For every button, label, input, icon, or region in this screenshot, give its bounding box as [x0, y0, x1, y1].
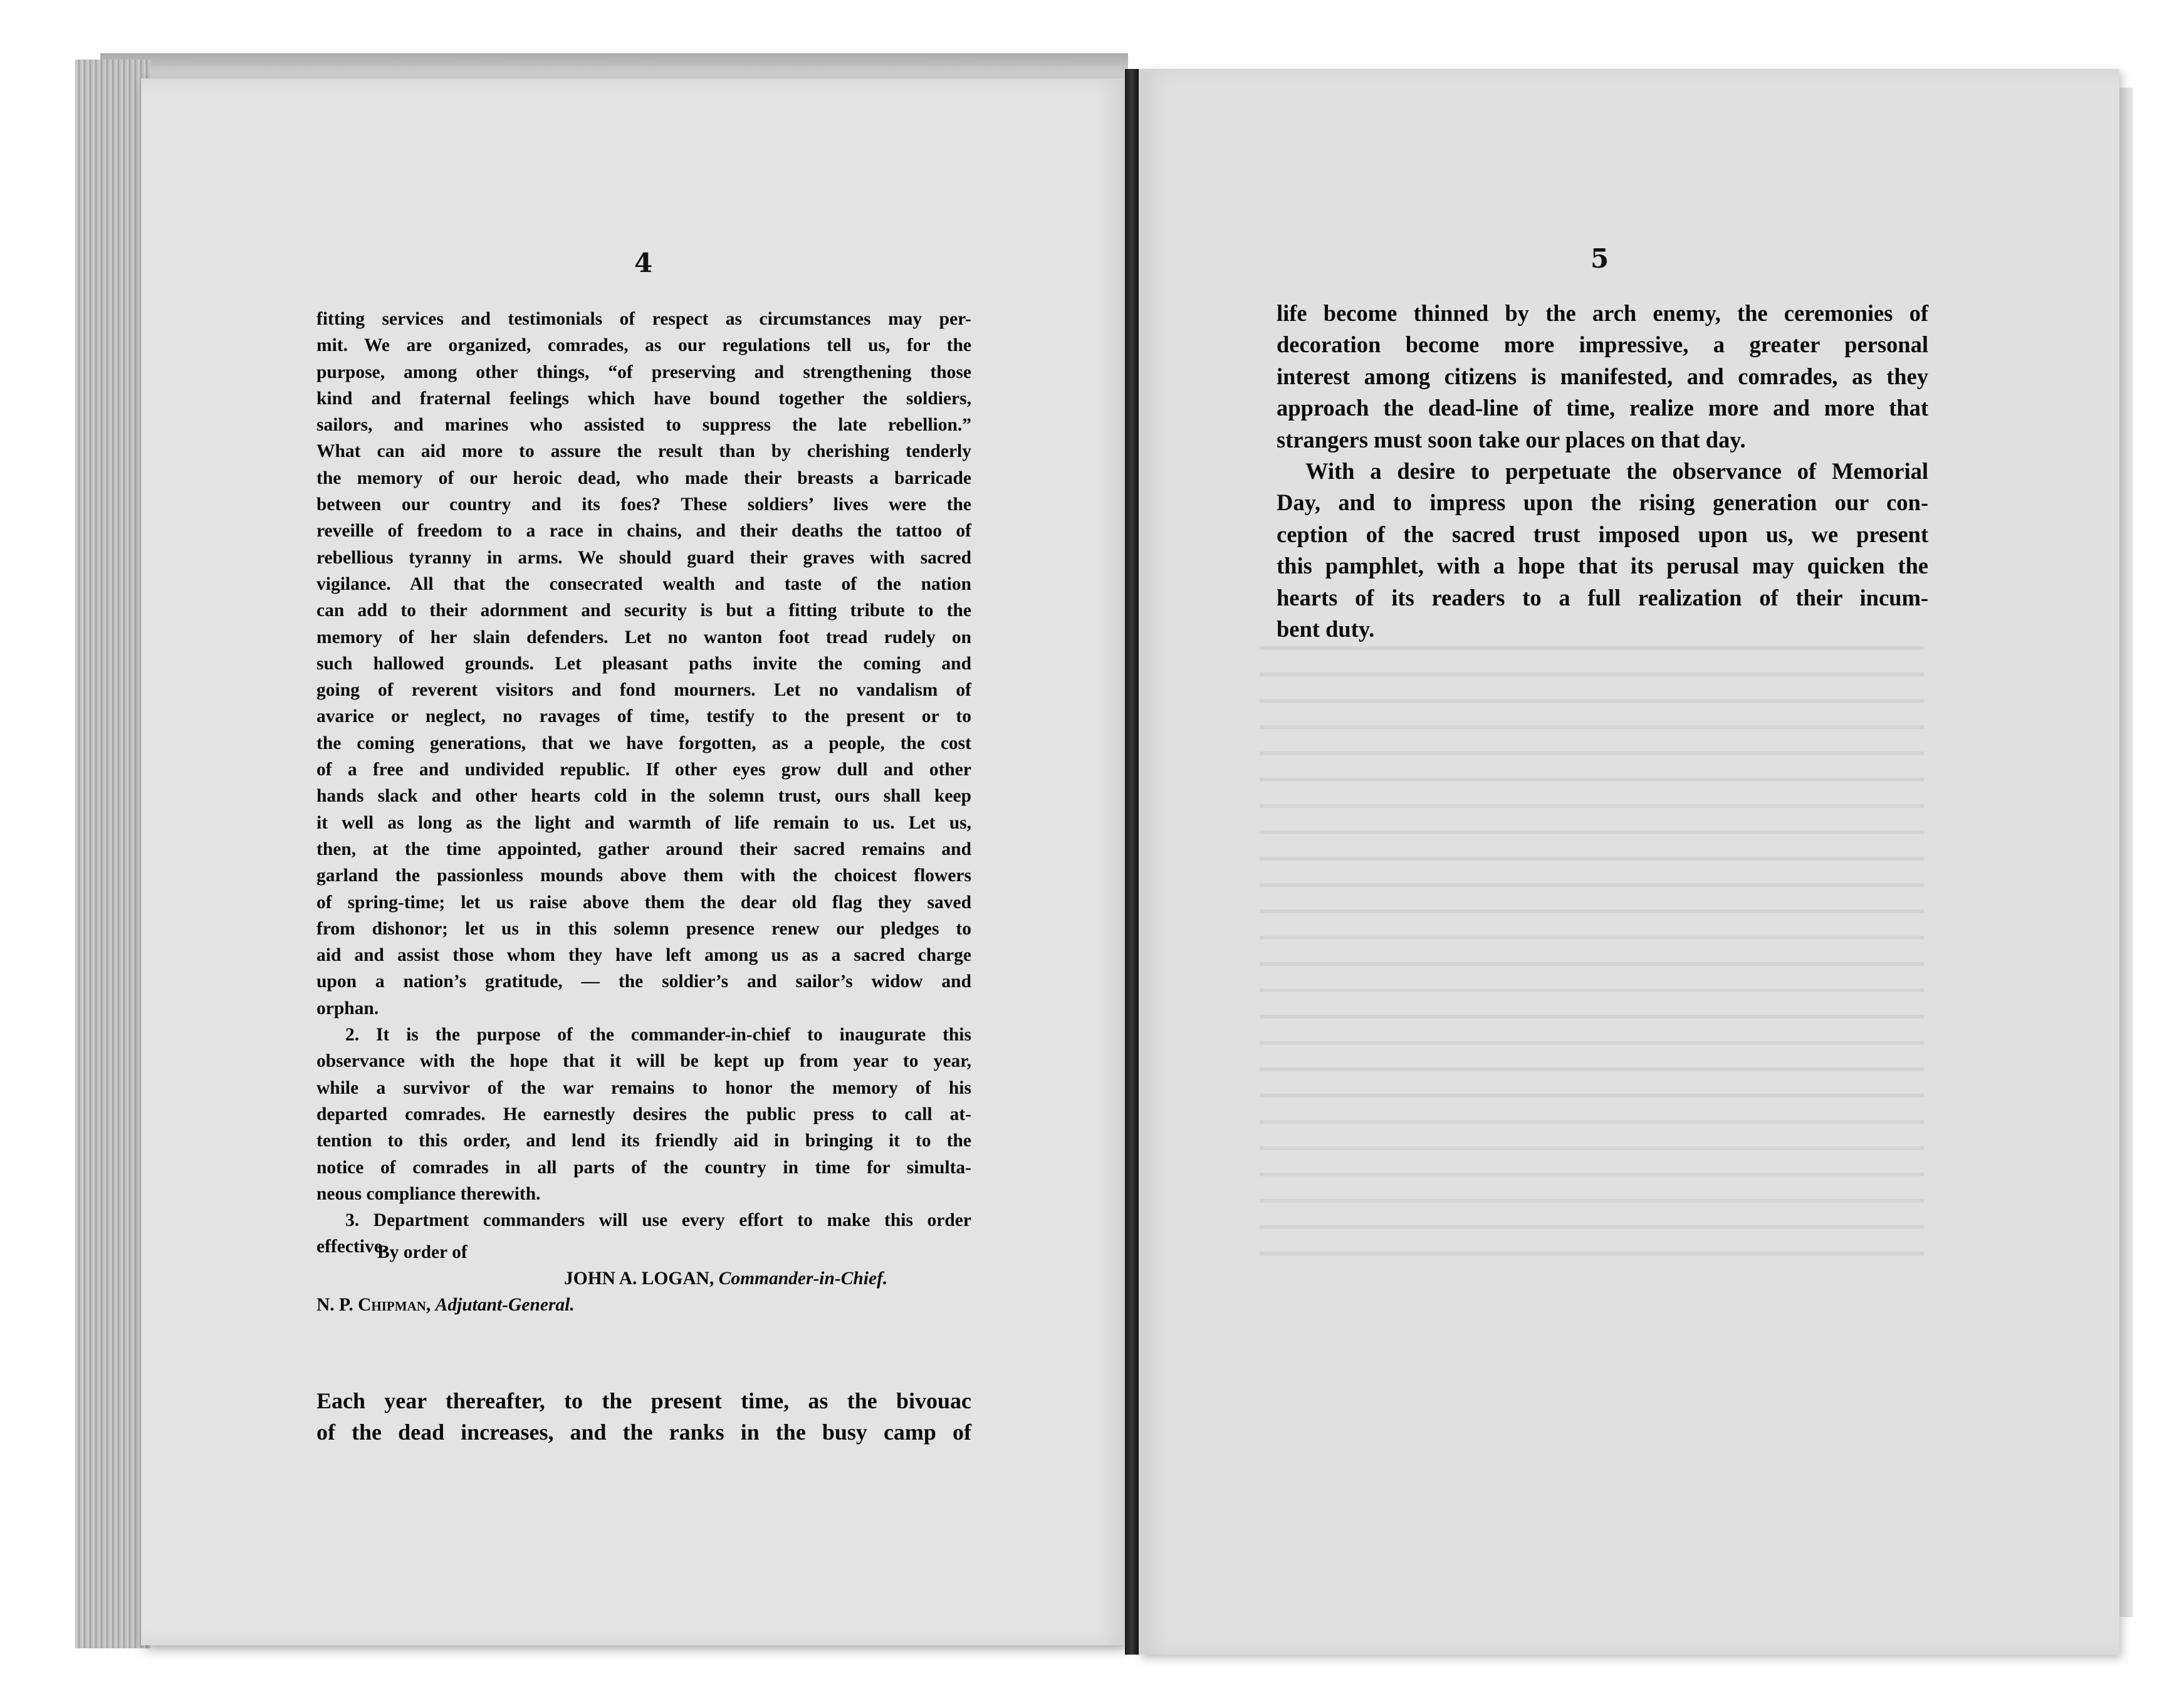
body-line: the memory of our heroic dead, who made their breasts a barricade [316, 468, 971, 488]
commander-signature [564, 1269, 887, 1289]
by-order-line: By order of [377, 1242, 468, 1262]
body-line: upon a nation’s gratitude, — the soldier’s and sailor’s widow and [316, 971, 971, 992]
body-line: rebellious tyranny in arms. We should guard their graves with sacred [316, 547, 971, 568]
body-line: decoration become more impressive, a greater personal [1277, 332, 1928, 358]
body-line: sailors, and marines who assisted to suppress the late rebellion.” [316, 415, 971, 436]
body-line: of spring-time; let us raise above them the dear old flag they saved [316, 892, 971, 913]
body-line: from dishonor; let us in this solemn presence renew our pledges to [316, 918, 971, 939]
left-page-closing [316, 1385, 971, 1448]
page-stack-top-edge [100, 53, 1128, 78]
body-line: bent duty. [1277, 616, 1375, 642]
body-line: this pamphlet, with a hope that its perusal may quicken the [1277, 553, 1928, 579]
body-line: then, at the time appointed, gather around their sacred remains and [316, 839, 971, 859]
body-line: With a desire to perpetuate the observance of Memorial [1305, 458, 1928, 484]
body-line: purpose, among other things, “of preserving and strengthening those [316, 362, 971, 382]
body-line: life become thinned by the arch enemy, the ceremonies of [1277, 300, 1928, 326]
body-line: fitting services and testimonials of respect as circumstances may per- [316, 309, 971, 329]
body-line: it well as long as the light and warmth of life remain to us. Let us, [316, 812, 971, 833]
signer-name: JOHN A. LOGAN, [564, 1269, 714, 1289]
body-line: tention to this order, and lend its friendly aid in bringing it to the [316, 1131, 971, 1151]
body-line: vigilance. All that the consecrated wealth and taste of the nation [316, 573, 971, 594]
body-line: the coming generations, that we have forgotten, as a people, the cost [316, 733, 971, 753]
adjutant-name: N. P. Chipman, [316, 1295, 431, 1315]
body-line: reveille of freedom to a race in chains, and their deaths the tattoo of [316, 521, 971, 542]
body-line: notice of comrades in all parts of the country in time for simulta- [316, 1157, 971, 1178]
body-line: Day, and to impress upon the rising generation our con- [1277, 489, 1928, 516]
body-line: strangers must soon take our places on that day. [1277, 426, 1746, 453]
body-line: hearts of its readers to a full realization of their incum- [1277, 584, 1928, 610]
closing-line: of the dead increases, and the ranks in the busy camp of [316, 1420, 971, 1445]
page-stack-right-edge [2119, 88, 2133, 1617]
body-line: What can aid more to assure the result than by cherishing tenderly [316, 441, 971, 462]
body-line: while a survivor of the war remains to honor the memory of his [316, 1077, 971, 1098]
page-stack-left-edge [75, 60, 150, 1648]
body-line: mit. We are organized, comrades, as our regulations tell us, for the [316, 335, 971, 356]
right-page-number: 5 [1591, 243, 1609, 274]
body-line: memory of her slain defenders. Let no wanton foot tread rudely on [316, 627, 971, 647]
body-line: going of reverent visitors and fond mourners. Let no vandalism of [316, 680, 971, 701]
body-line: approach the dead-line of time, realize more and more that [1277, 395, 1928, 421]
body-line: avarice or neglect, no ravages of time, testify to the present or to [316, 706, 971, 727]
binding-gutter [1125, 69, 1139, 1655]
body-line: observance with the hope that it will be kept up from year to year, [316, 1051, 971, 1072]
body-line: 2. It is the purpose of the commander-in-chief to inaugurate this [345, 1025, 971, 1045]
signer-title: Commander-in-Chief. [718, 1269, 888, 1289]
body-line: interest among citizens is manifested, and comrades, as they [1277, 363, 1928, 389]
body-line: 3. Department commanders will use every effort to make this order [345, 1210, 971, 1231]
body-line: aid and assist those whom they have left among us as a sacred charge [316, 945, 971, 966]
left-page-body [316, 306, 971, 1260]
adjutant-signature [316, 1295, 575, 1316]
body-line: hands slack and other hearts cold in the solemn trust, ours shall keep [316, 786, 971, 807]
body-line: orphan. [316, 998, 379, 1018]
body-line: garland the passionless mounds above them with the choicest flowers [316, 866, 971, 886]
closing-line: Each year thereafter, to the present time, as the bivouac [316, 1388, 971, 1413]
body-line: between our country and its foes? These soldiers’ lives were the [316, 495, 971, 515]
body-line: kind and fraternal feelings which have bound together the soldiers, [316, 388, 971, 409]
right-page-body [1277, 298, 1928, 645]
bleed-through-text [1260, 633, 1924, 1265]
body-line: of a free and undivided republic. If other eyes grow dull and other [316, 760, 971, 780]
body-line: neous compliance therewith. [316, 1183, 541, 1204]
left-page-number: 4 [634, 248, 653, 278]
body-line: effective. [316, 1237, 387, 1257]
body-line: can add to their adornment and security is but a fitting tribute to the [316, 600, 971, 621]
body-line: departed comrades. He earnestly desires the public press to call at- [316, 1104, 971, 1124]
body-line: such hallowed grounds. Let pleasant paths invite the coming and [316, 653, 971, 674]
body-line: ception of the sacred trust imposed upon us, we present [1277, 521, 1928, 547]
adjutant-title: Adjutant-General. [435, 1295, 575, 1315]
